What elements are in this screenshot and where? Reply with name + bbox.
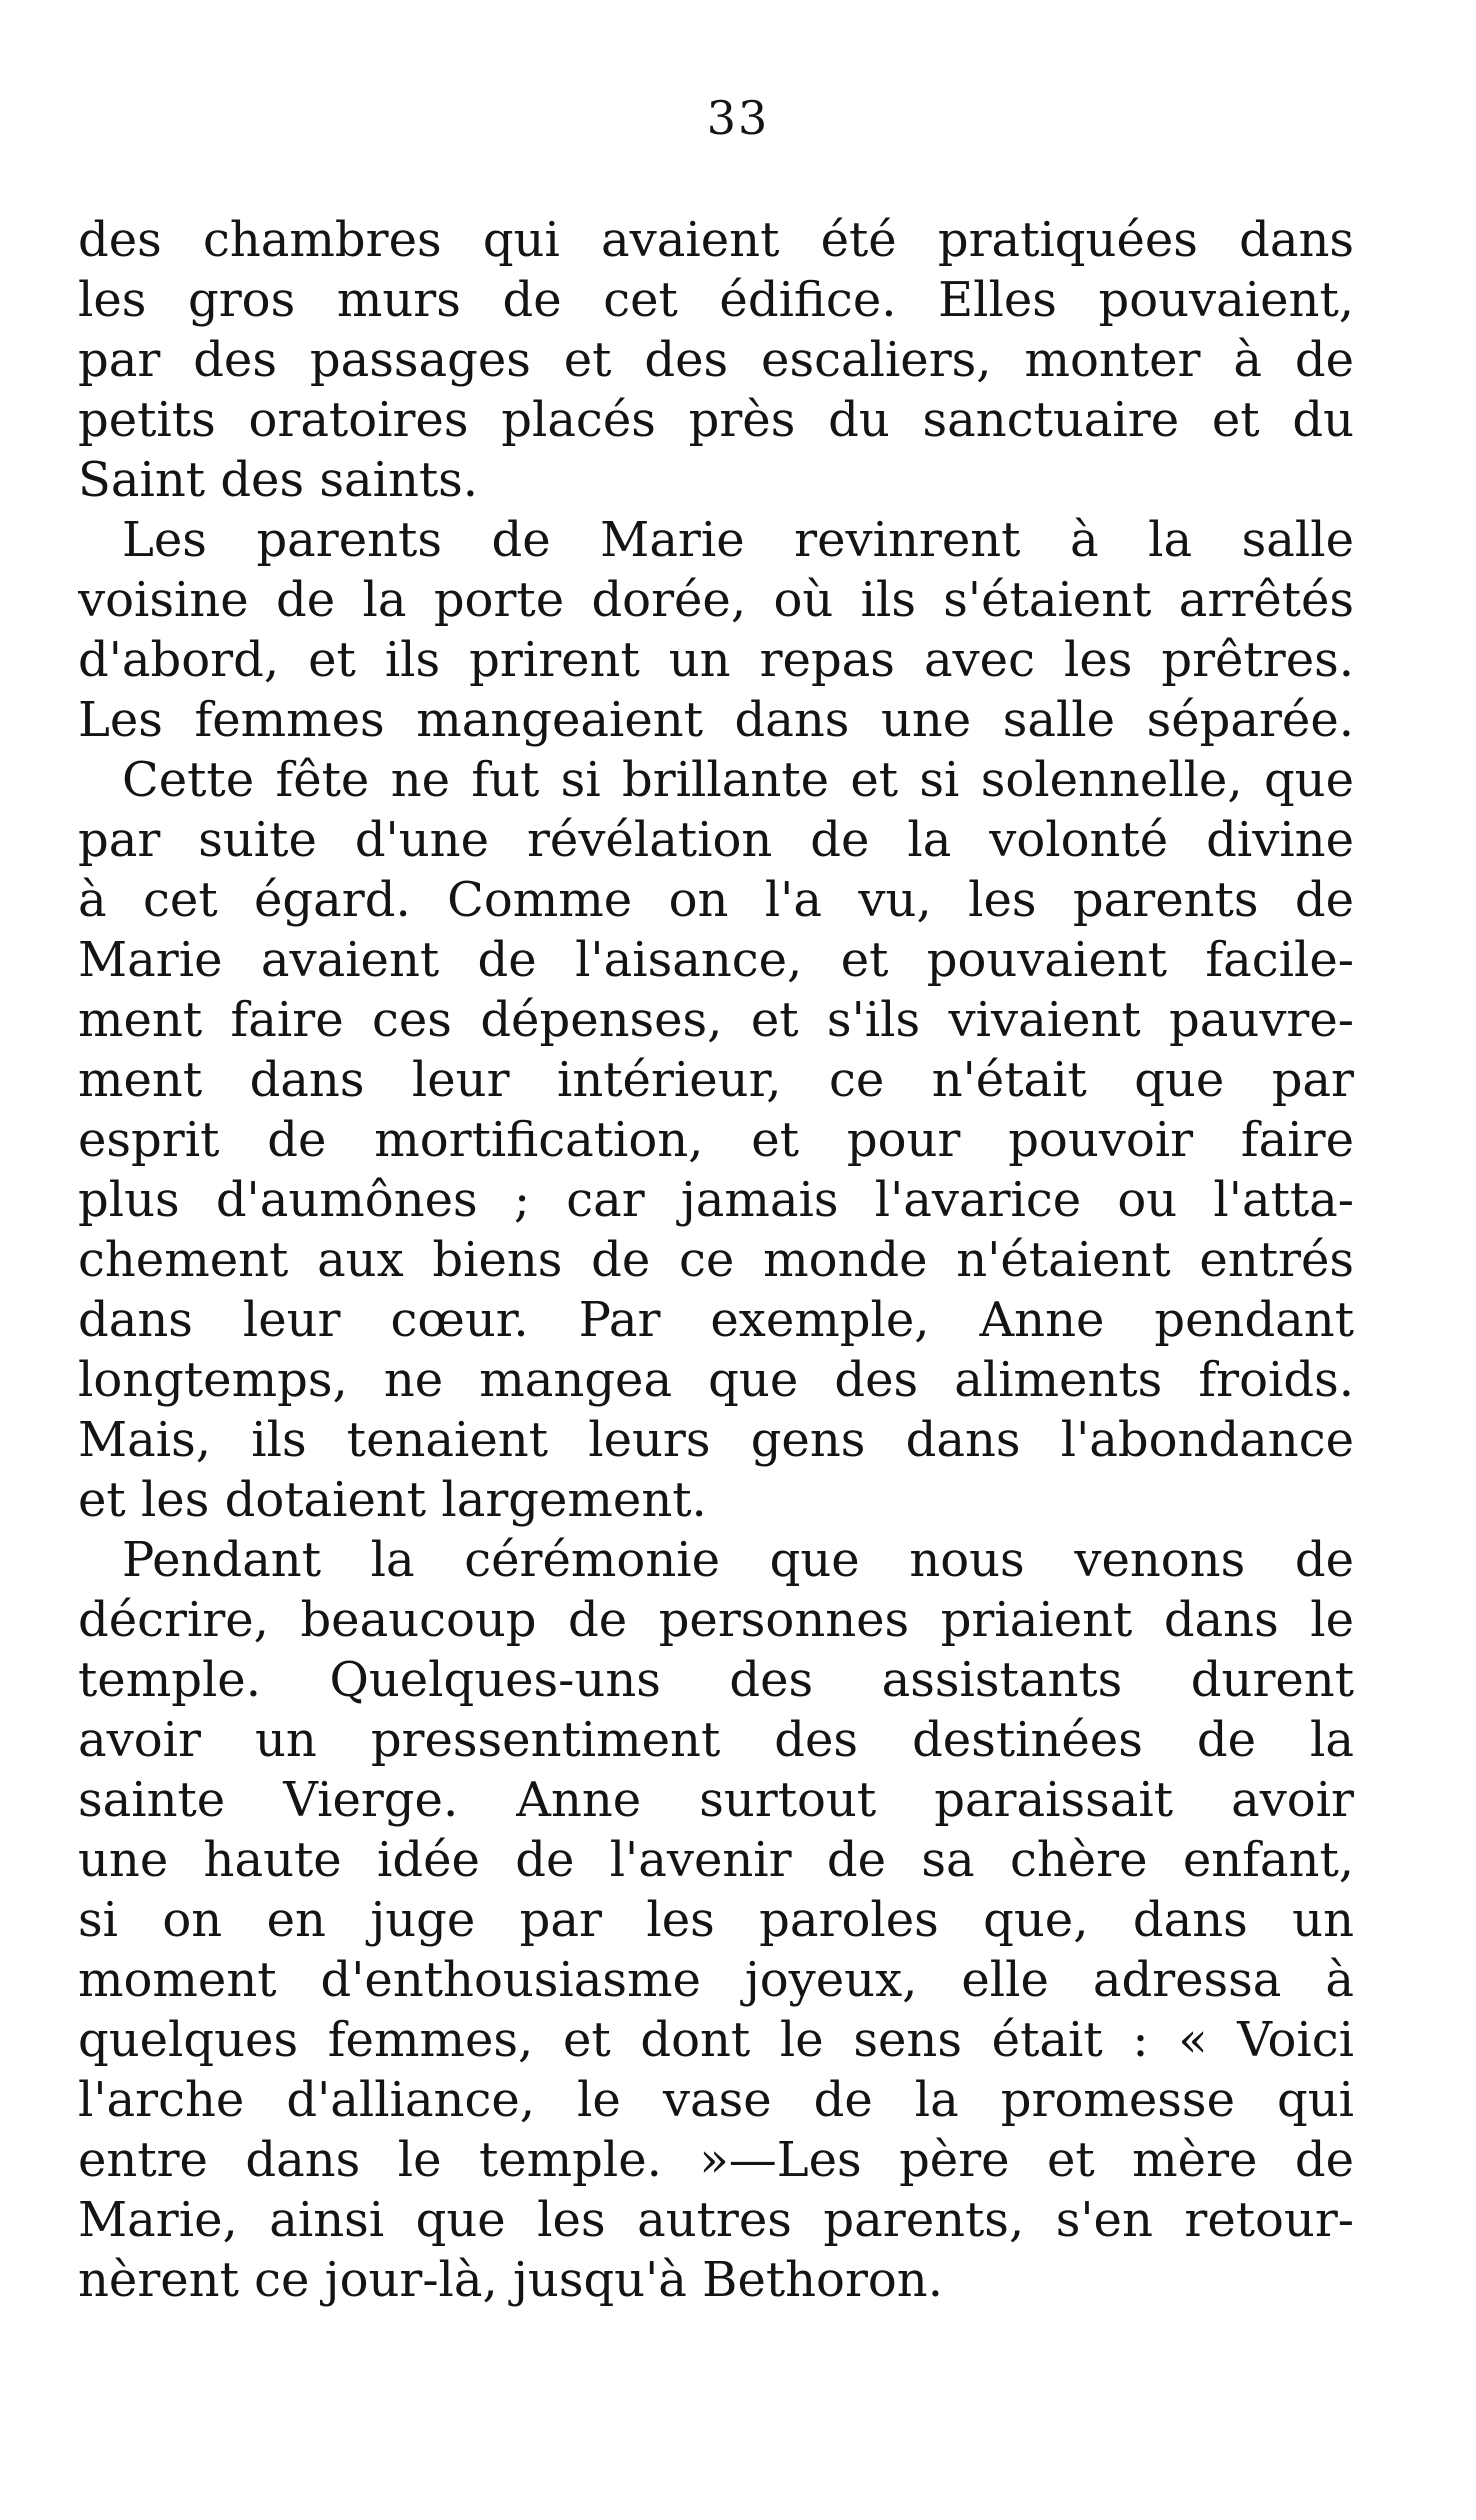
- text-line: Les parents de Marie revinrent à la salle: [122, 512, 1354, 568]
- text-line: par des passages et des escaliers, monter à de: [78, 332, 1354, 388]
- text-line: une haute idée de l'avenir de sa chère enfant,: [78, 1832, 1354, 1888]
- text-line: Marie avaient de l'aisance, et pouvaient facile-: [78, 932, 1354, 988]
- text-line: ment faire ces dépenses, et s'ils vivaient pauvre-: [78, 992, 1354, 1048]
- text-line: entre dans le temple. »—Les père et mère de: [78, 2132, 1354, 2188]
- text-line: Marie, ainsi que les autres parents, s'en retour-: [78, 2192, 1354, 2248]
- text-line: d'abord, et ils prirent un repas avec les prêtres.: [78, 632, 1354, 688]
- text-line: Cette fête ne fut si brillante et si solennelle, que: [122, 752, 1354, 808]
- text-line: esprit de mortification, et pour pouvoir faire: [78, 1112, 1354, 1168]
- text-line: si on en juge par les paroles que, dans un: [78, 1892, 1354, 1948]
- page-number: 33: [706, 91, 770, 145]
- text-line: l'arche d'alliance, le vase de la promesse qui: [78, 2072, 1354, 2128]
- text-line: voisine de la porte dorée, où ils s'étaient arrêtés: [78, 572, 1354, 628]
- text-line: moment d'enthousiasme joyeux, elle adressa à: [78, 1952, 1354, 2008]
- text-line: à cet égard. Comme on l'a vu, les parents de: [78, 872, 1354, 928]
- text-line: temple. Quelques-uns des assistants durent: [78, 1652, 1354, 1708]
- text-line: avoir un pressentiment des destinées de la: [78, 1712, 1354, 1768]
- text-line: chement aux biens de ce monde n'étaient entrés: [78, 1232, 1354, 1288]
- text-line: sainte Vierge. Anne surtout paraissait avoir: [78, 1772, 1354, 1828]
- text-line: Mais, ils tenaient leurs gens dans l'abondance: [78, 1412, 1354, 1468]
- text-line: Pendant la cérémonie que nous venons de: [122, 1532, 1354, 1588]
- text-line: des chambres qui avaient été pratiquées dans: [78, 212, 1354, 268]
- text-line: quelques femmes, et dont le sens était : « Voici: [78, 2012, 1354, 2068]
- text-line: Les femmes mangeaient dans une salle séparée.: [78, 692, 1354, 748]
- text-line: par suite d'une révélation de la volonté divine: [78, 812, 1354, 868]
- text-line: petits oratoires placés près du sanctuaire et du: [78, 392, 1354, 448]
- text-line: nèrent ce jour-là, jusqu'à Bethoron.: [78, 2252, 943, 2308]
- text-line: ment dans leur intérieur, ce n'était que par: [78, 1052, 1354, 1108]
- text-line: décrire, beaucoup de personnes priaient dans le: [78, 1592, 1354, 1648]
- text-line: et les dotaient largement.: [78, 1472, 707, 1528]
- text-line: dans leur cœur. Par exemple, Anne pendant: [78, 1292, 1354, 1348]
- body-text: [78, 210, 1354, 2310]
- text-line: longtemps, ne mangea que des aliments froids.: [78, 1352, 1354, 1408]
- text-line: les gros murs de cet édifice. Elles pouvaient,: [78, 272, 1354, 328]
- text-line: Saint des saints.: [78, 452, 479, 508]
- text-line: plus d'aumônes ; car jamais l'avarice ou l'atta-: [78, 1172, 1354, 1228]
